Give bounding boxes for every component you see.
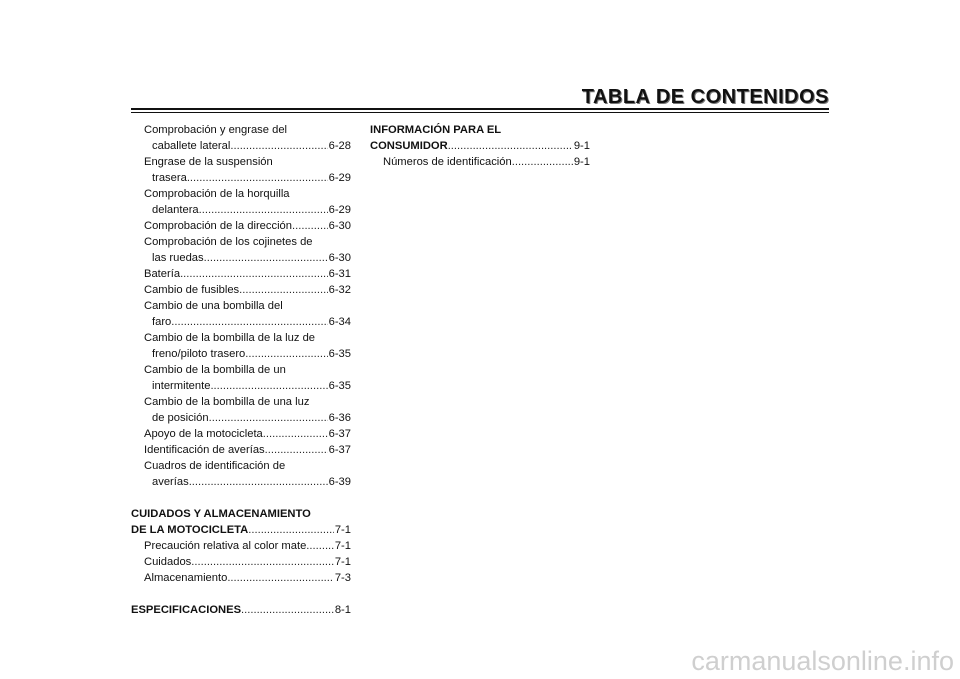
toc-entry[interactable] xyxy=(131,186,351,218)
leader-dots xyxy=(245,346,327,362)
entry-label-line: Cuadros de identificación de xyxy=(144,460,286,472)
toc-entries-list xyxy=(131,122,351,490)
spacer xyxy=(131,490,351,506)
entry-label: trasera xyxy=(152,172,187,184)
toc-leader-line xyxy=(131,346,351,362)
toc-entry[interactable] xyxy=(131,122,351,154)
toc-leader-line xyxy=(131,266,351,282)
entry-label: faro xyxy=(152,316,172,328)
toc-section-specs[interactable] xyxy=(131,602,351,618)
leader-dots xyxy=(230,138,327,154)
entry-label: Cuidados xyxy=(144,556,192,568)
page-number: 7-1 xyxy=(334,556,351,568)
toc-entry[interactable] xyxy=(131,538,351,554)
section-title-line: DE LA MOTOCICLETA xyxy=(131,524,249,536)
page-number: 7-1 xyxy=(334,540,351,552)
section-title-line: CUIDADOS Y ALMACENAMIENTO xyxy=(131,508,311,520)
toc-entry[interactable] xyxy=(131,394,351,426)
entry-label: Números de identificación xyxy=(383,156,512,168)
leader-dots xyxy=(180,266,328,282)
page-number: 6-37 xyxy=(328,428,351,440)
toc-leader-line xyxy=(131,250,351,266)
entry-label-line: Comprobación y engrase del xyxy=(144,124,288,136)
entry-label: averías xyxy=(152,476,189,488)
toc-left-column xyxy=(131,122,351,618)
page-number: 6-31 xyxy=(328,268,351,280)
leader-dots xyxy=(248,522,334,538)
leader-dots xyxy=(241,602,334,618)
page-number: 7-1 xyxy=(334,524,351,536)
leader-dots xyxy=(204,250,328,266)
entry-label-line: Comprobación de los cojinetes de xyxy=(144,236,313,248)
toc-leader-line xyxy=(131,202,351,218)
entry-label: Identificación de averías xyxy=(144,444,265,456)
toc-entry[interactable] xyxy=(131,282,351,298)
page-number: 6-39 xyxy=(328,476,351,488)
leader-dots xyxy=(306,538,334,554)
leader-dots xyxy=(209,410,328,426)
leader-dots xyxy=(263,426,328,442)
page-number: 8-1 xyxy=(334,604,351,616)
toc-entry[interactable] xyxy=(370,154,590,170)
section-items xyxy=(131,538,351,586)
page-number: 6-30 xyxy=(328,220,351,232)
entry-label-line: Cambio de la bombilla de la luz de xyxy=(144,332,316,344)
entry-label: Precaución relativa al color mate xyxy=(144,540,307,552)
page-number: 6-30 xyxy=(328,252,351,264)
entry-label-line: Engrase de la suspensión xyxy=(144,156,273,168)
spacer xyxy=(131,586,351,602)
toc-leader-line xyxy=(131,314,351,330)
page-number: 6-37 xyxy=(328,444,351,456)
entry-label: Comprobación de la dirección xyxy=(144,220,293,232)
toc-leader-line xyxy=(131,282,351,298)
section-title-leader xyxy=(370,138,590,154)
toc-entry[interactable] xyxy=(131,362,351,394)
section-title-line: ESPECIFICACIONES xyxy=(131,604,242,616)
leader-dots xyxy=(512,154,573,170)
entry-label-line: Cambio de la bombilla de un xyxy=(144,364,286,376)
toc-section-care[interactable] xyxy=(131,506,351,586)
toc-leader-line xyxy=(131,474,351,490)
toc-entry[interactable] xyxy=(131,330,351,362)
toc-entry[interactable] xyxy=(131,570,351,586)
entry-label: las ruedas xyxy=(152,252,204,264)
toc-entry[interactable] xyxy=(131,154,351,186)
page-number: 6-32 xyxy=(328,284,351,296)
toc-entry[interactable] xyxy=(131,234,351,266)
entry-label: Batería xyxy=(144,268,181,280)
toc-entry[interactable] xyxy=(131,298,351,330)
section-items xyxy=(370,154,590,170)
toc-leader-line xyxy=(131,218,351,234)
page-number: 6-29 xyxy=(328,172,351,184)
leader-dots xyxy=(227,570,334,586)
toc-entry[interactable] xyxy=(131,554,351,570)
leader-dots xyxy=(171,314,327,330)
page-title: TABLA DE CONTENIDOS xyxy=(581,86,829,108)
toc-entry[interactable] xyxy=(131,426,351,442)
leader-dots xyxy=(265,442,328,458)
entry-label: Almacenamiento xyxy=(144,572,228,584)
toc-leader-line xyxy=(131,138,351,154)
entry-label-line: Comprobación de la horquilla xyxy=(144,188,290,200)
section-title-line: CONSUMIDOR xyxy=(370,140,448,152)
section-title-leader xyxy=(131,522,351,538)
page-number: 9-1 xyxy=(573,140,590,152)
page-number: 6-29 xyxy=(328,204,351,216)
page-number: 9-1 xyxy=(573,156,590,168)
entry-label: delantera xyxy=(152,204,199,216)
entry-label: Apoyo de la motocicleta xyxy=(144,428,263,440)
leader-dots xyxy=(448,138,573,154)
toc-entry[interactable] xyxy=(131,458,351,490)
leader-dots xyxy=(191,554,334,570)
page-number: 6-36 xyxy=(328,412,351,424)
toc-entry[interactable] xyxy=(131,442,351,458)
entry-label: intermitente xyxy=(152,380,211,392)
page-number: 6-28 xyxy=(328,140,351,152)
toc-leader-line xyxy=(131,442,351,458)
section-title-line: INFORMACIÓN PARA EL xyxy=(370,124,502,136)
leader-dots xyxy=(239,282,327,298)
toc-section-consumer[interactable] xyxy=(370,122,590,170)
leader-dots xyxy=(187,170,328,186)
watermark: carmanualsonline.info xyxy=(691,646,954,676)
toc-entry[interactable] xyxy=(131,266,351,282)
toc-entry[interactable] xyxy=(131,218,351,234)
leader-dots xyxy=(199,202,328,218)
leader-dots xyxy=(292,218,328,234)
entry-label: de posición xyxy=(152,412,209,424)
toc-leader-line xyxy=(131,170,351,186)
page-number: 7-3 xyxy=(334,572,351,584)
toc-right-column xyxy=(370,122,590,170)
page-number: 6-35 xyxy=(328,380,351,392)
title-rule-thin xyxy=(131,112,829,113)
toc-leader-line xyxy=(131,378,351,394)
leader-dots xyxy=(189,474,328,490)
title-rule-thick xyxy=(131,108,829,110)
page-number: 6-35 xyxy=(328,348,351,360)
toc-leader-line xyxy=(131,410,351,426)
leader-dots xyxy=(210,378,327,394)
entry-label-line: Cambio de la bombilla de una luz xyxy=(144,396,310,408)
toc-leader-line xyxy=(131,426,351,442)
entry-label: caballete lateral xyxy=(152,140,231,152)
entry-label: freno/piloto trasero xyxy=(152,348,246,360)
entry-label-line: Cambio de una bombilla del xyxy=(144,300,283,312)
entry-label: Cambio de fusibles xyxy=(144,284,240,296)
page-number: 6-34 xyxy=(328,316,351,328)
